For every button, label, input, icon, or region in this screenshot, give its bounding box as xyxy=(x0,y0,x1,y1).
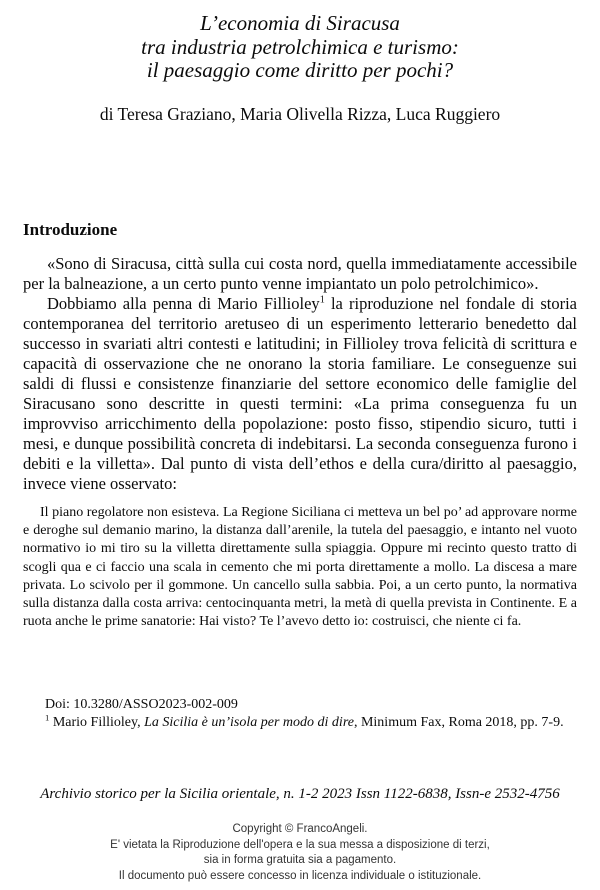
paragraph-2-text-continued: la riproduzione nel fondale di storia contemporanea del territorio aretuseo di un esperimento letterario benedetto dal successo in svariati altri contesti e latitudini; in Fillioley trova felicità di scrittura e capacità di osservazione che ne onorano la storia familiare. Le conseguenze sui saldi di flussi e consistenze finanziarie del settore economico delle famiglie del Siracusano sono descritte in questi termini: «La prima conseguenza fu un improvviso arricchimento della popolazione: posto fisso, stipendio sicuro, tutti i mesi, e dunque possibilità concreta di indebitarsi. La seconda conseguenza furono i debiti e la villetta». Dal punto di vista dell’ethos e della cura/diritto al paesaggio, invece viene osservato: xyxy=(23,294,578,493)
article-title-line-3: il paesaggio come diritto per pochi? xyxy=(146,58,454,82)
block-quote: Il piano regolatore non esisteva. La Regione Siciliana ci metteva un bel po’ ad approvare norme e deroghe sul demanio marino, la distanza dall’arenile, la tutela del paesaggio, e intanto nel vuoto normativo io mi tiro su la villetta direttamente sulla spiaggia. Oppure mi recinto questo tratto di scogli qua e ci faccio una scala in cemento che mi porta direttamente a mollo. La discesa a mare privata. Lo scivolo per il gommone. Un cancello sulla sabbia. Poi, a un certo punto, la normativa sulla distanza dalla costa arriva: centocinquanta metri, la metà di quella prevista in Continente. E a ruota anche le prime sanatorie: Hai visto? Te l’avevo detto io: costruisci, che niente ci fa. xyxy=(23,505,577,630)
article-byline: di Teresa Graziano, Maria Olivella Rizza, Luca Ruggiero xyxy=(99,104,501,124)
journal-issn-line: Archivio storico per la Sicilia orientale, n. 1-2 2023 Issn 1122-6838, Issn-e 2532-4756 xyxy=(40,786,560,802)
article-title xyxy=(0,12,600,83)
copyright-line-3: sia in forma gratuita sia a pagamento. xyxy=(203,854,397,866)
article-title-line-2: tra industria petrolchimica e turismo: xyxy=(141,34,459,59)
copyright-line-2: E' vietata la Riproduzione dell'opera e la sua messa a disposizione di terzi, xyxy=(110,838,490,851)
copyright-line-4: Il documento può essere concesso in licenza individuale o istituzionale. xyxy=(118,869,482,882)
footnote-text: Mario Fillioley, xyxy=(49,715,145,730)
paragraph-2-text: Dobbiamo alla penna di Mario Fillioley xyxy=(47,294,320,313)
book-title: La Sicilia è un’isola per modo di dire xyxy=(144,715,354,730)
footnote-1 xyxy=(23,714,577,732)
footnote-reference: 1 xyxy=(319,294,325,306)
article-title-line-1: L’economia di Siracusa xyxy=(200,11,400,35)
section-heading-introduzione: Introduzione xyxy=(23,220,118,239)
article-body xyxy=(23,254,577,631)
copyright-notice xyxy=(0,822,600,884)
doi-line: Doi: 10.3280/ASSO2023-002-009 xyxy=(45,697,238,712)
paragraph-1: «Sono di Siracusa, città sulla cui costa nord, quella immediatamente accessibile per la balneazione, a un certo punto venne impiantato un polo petrolchimico». xyxy=(23,254,577,293)
footnote-text-continued: , Minimum Fax, Roma 2018, pp. 7-9. xyxy=(353,715,564,730)
footnote-marker: 1 xyxy=(45,712,50,723)
footnotes-section xyxy=(23,696,577,732)
copyright-line-1: Copyright © FrancoAngeli. xyxy=(232,823,368,835)
paragraph-2 xyxy=(23,294,577,494)
